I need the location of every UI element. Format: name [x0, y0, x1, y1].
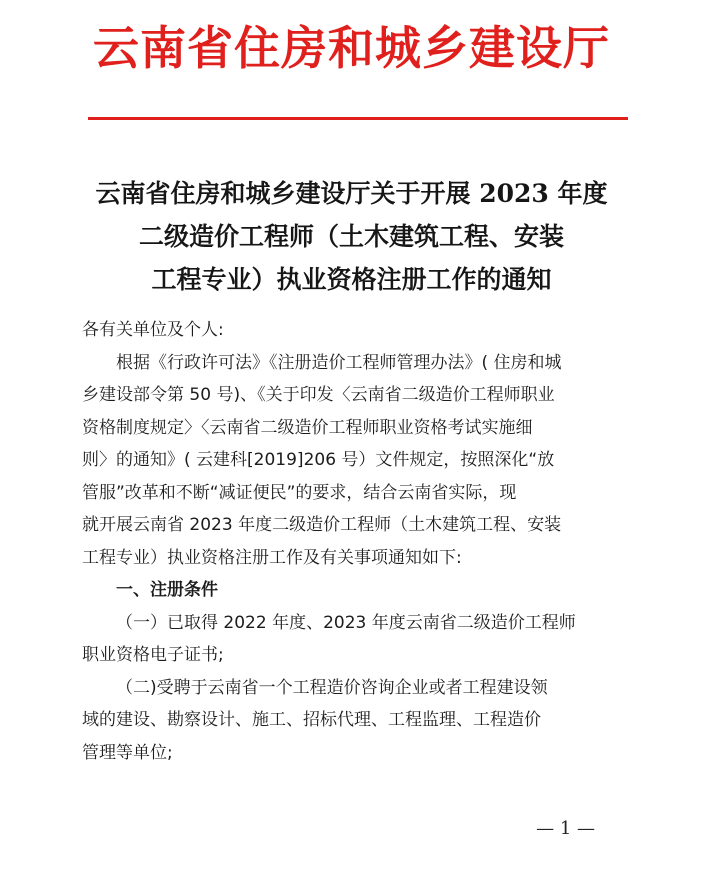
paragraph-line: 则〉的通知》( 云建科[2019]206 号）文件规定，按照深化“放	[82, 450, 555, 470]
section-heading: 一、注册条件	[116, 580, 218, 600]
salutation: 各有关单位及个人:	[82, 320, 224, 340]
list-item-line: 域的建设、勘察设计、施工、招标代理、工程监理、工程造价	[82, 710, 541, 730]
header-red-rule	[88, 117, 628, 120]
list-item-line: （二)受聘于云南省一个工程造价咨询企业或者工程建设领	[116, 677, 548, 698]
page-number: — 1 —	[536, 818, 595, 839]
list-item-line: 管理等单位;	[82, 742, 173, 763]
paragraph-line: 管服”改革和不断“减证便民”的要求，结合云南省实际，现	[82, 482, 517, 503]
list-item-line: （一）已取得 2022 年度、2023 年度云南省二级造价工程师	[116, 612, 576, 633]
title-line-2: 二级造价工程师（土木建筑工程、安装	[138, 222, 564, 251]
title-line-3: 工程专业）执业资格注册工作的通知	[151, 265, 552, 294]
paragraph-line: 资格制度规定〉〈云南省二级造价工程师职业资格考试实施细	[82, 417, 533, 438]
document-body	[82, 314, 642, 769]
document-title	[40, 172, 663, 301]
paragraph-line: 乡建设部令第 50 号)、《关于印发〈云南省二级造价工程师职业	[82, 385, 555, 405]
paragraph-line: 就开展云南省 2023 年度二级造价工程师（土木建筑工程、安装	[82, 515, 562, 535]
paragraph-line: 根据《行政许可法》《注册造价工程师管理办法》( 住房和城	[116, 352, 562, 373]
list-item-line: 职业资格电子证书;	[82, 645, 224, 665]
paragraph-line: 工程专业）执业资格注册工作及有关事项通知如下:	[82, 547, 462, 568]
issuer-header: 云南省住房和城乡建设厅	[93, 21, 610, 75]
title-line-1: 云南省住房和城乡建设厅关于开展 2023 年度	[95, 179, 608, 208]
